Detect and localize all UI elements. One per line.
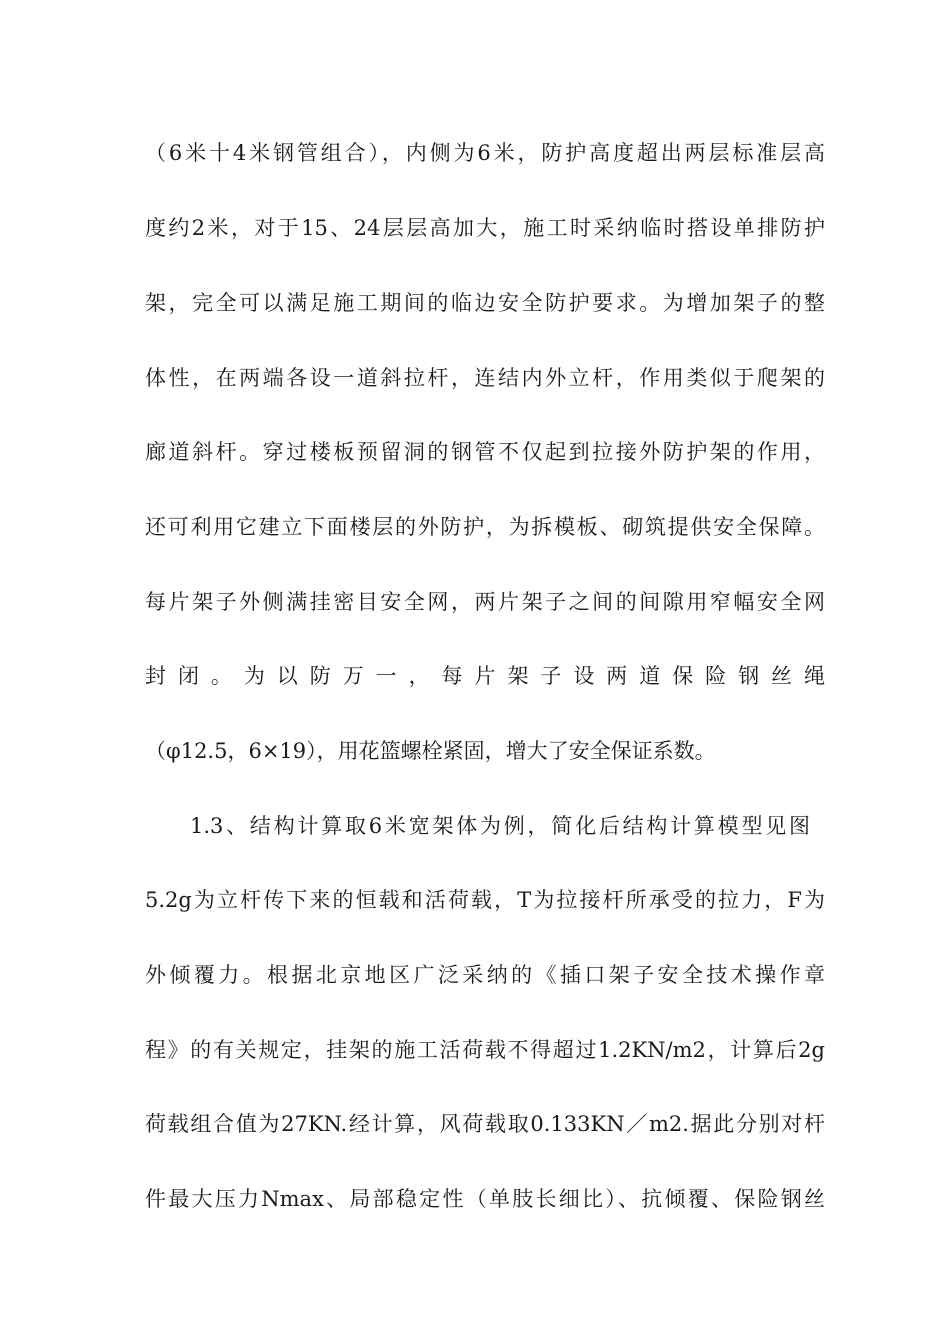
text-line-8: 封闭。为以防万一，每片架子设两道保险钢丝绳 xyxy=(145,664,825,688)
text-line-6: 还可利用它建立下面楼层的外防护，为拆模板、砌筑提供安全保障。 xyxy=(145,515,825,539)
text-line-14: 荷载组合值为27KN.经计算，风荷载取0.133KN／m2.据此分别对杆 xyxy=(145,1112,825,1136)
text-line-3: 架，完全可以满足施工期间的临边安全防护要求。为增加架子的整 xyxy=(145,291,825,315)
text-line-11: 5.2g为立杆传下来的恒载和活荷载，T为拉接杆所承受的拉力，F为 xyxy=(145,888,825,912)
text-line-15: 件最大压力Nmax、局部稳定性（单肢长细比）、抗倾覆、保险钢丝 xyxy=(145,1187,825,1211)
text-line-9: （φ12.5，6×19），用花篮螺栓紧固，增大了安全保证系数。 xyxy=(145,739,716,763)
text-line-1: （6米十4米钢管组合），内侧为6米，防护高度超出两层标准层高 xyxy=(145,141,825,165)
text-line-12: 外倾覆力。根据北京地区广泛采纳的《插口架子安全技术操作章 xyxy=(145,963,825,987)
text-line-7: 每片架子外侧满挂密目安全网，两片架子之间的间隙用窄幅安全网 xyxy=(145,590,825,614)
text-line-5: 廊道斜杆。穿过楼板预留洞的钢管不仅起到拉接外防护架的作用， xyxy=(145,440,825,464)
text-line-4: 体性，在两端各设一道斜拉杆，连结内外立杆，作用类似于爬架的 xyxy=(145,366,825,390)
text-line-13: 程》的有关规定，挂架的施工活荷载不得超过1.2KN/m2，计算后2g xyxy=(145,1038,825,1062)
text-line-2: 度约2米，对于15、24层层高加大，施工时采纳临时搭设单排防护 xyxy=(145,216,825,240)
section-heading-line: 1.3、结构计算取6米宽架体为例，简化后结构计算模型见图 xyxy=(190,814,810,838)
